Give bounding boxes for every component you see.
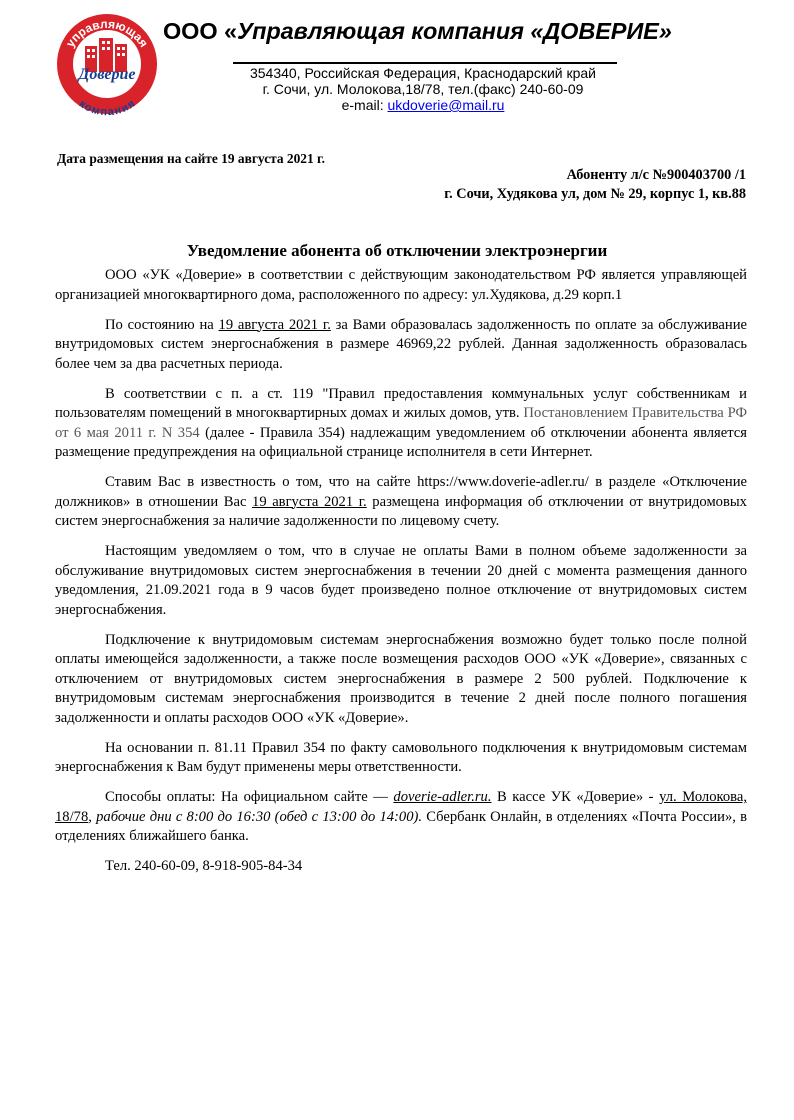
company-name: [163, 18, 672, 45]
email-link[interactable]: ukdoverie@mail.ru: [387, 97, 505, 113]
email-label: e-mail:: [341, 97, 388, 113]
address-line-1: 354340, Российская Федерация, Краснодарский край: [249, 65, 597, 81]
svg-text:управляющая: управляющая: [63, 16, 151, 50]
publish-date: Дата размещения на сайте 19 августа 2021 г.: [57, 151, 325, 166]
paragraph-2: По состоянию на 19 августа 2021 г. за Вами образовалась задолженность по оплате за обслуживание внутридомовых систем энергоснабжения в размере 46969,22 рублей. Данная задолженность образовалась более чем за два расчетных периода.: [55, 316, 747, 372]
paragraph-5: Настоящим уведомляем о том, что в случае не оплаты Вами в полном объеме задолженности за обслуживание внутридомовых систем энергоснабжения в течении 20 дней с момента размещения данного уведомления, 21.09.2021 года в 9 часов будет произведено полное отключение от внутридомовых систем энергоснабжения.: [55, 543, 747, 618]
company-title: Управляющая компания «ДОВЕРИЕ»: [236, 18, 672, 44]
subscriber-address: г. Сочи, Худякова ул, дом № 29, корпус 1, кв.88: [444, 186, 746, 202]
office-hours: рабочие дни с 8:00 до 16:30 (обед с 13:00 до 14:00).: [96, 808, 423, 825]
paragraph-8: Способы оплаты: На официальном сайте — doverie-adler.ru. В кассе УК «Доверие» - ул. Молокова, 18/78, рабочие дни с 8:00 до 16:30 (обед с 13:00 до 14:00). Сбербанк Онлайн, в отделениях «Почта России», в отделениях ближайшего банка.: [55, 789, 747, 844]
address-line-2: г. Сочи, ул. Молокова,18/78, тел.(факс) 240-60-09: [262, 81, 584, 97]
paragraph-6: Подключение к внутридомовым системам энергоснабжения возможно будет только после полной оплаты имеющейся задолженности, а также после возмещения расходов ООО «УК «Доверие», связанных с отключением от внутридомовых систем энергоснабжения в размере 2 500 рублей. Подключение к внутридомовым системам энергоснабжения производится в течение 2 дней после полного погашения задолженности и оплаты расходов ООО «УК «Доверие».: [55, 631, 747, 726]
posting-date: 19 августа 2021 г.: [252, 493, 367, 510]
header-divider: [233, 62, 617, 64]
company-logo-icon: [55, 12, 159, 116]
email-line: [168, 97, 678, 113]
paragraph-7: На основании п. 81.11 Правил 354 по факту самовольного подключения к внутридомовым системам энергоснабжения к Вам будут применены меры ответственности.: [55, 739, 747, 775]
svg-text:Доверие: Доверие: [78, 66, 136, 83]
phone-numbers: Тел. 240-60-09, 8-918-905-84-34: [105, 858, 303, 874]
paragraph-4: Ставим Вас в известность о том, что на сайте https://www.doverie-adler.ru/ в разделе «Отключение должников» в отношении Вас 19 августа 2021 г. размещена информация об отключении от внутридомовых систем энергоснабжения за наличие задолженности по лицевому счету.: [55, 474, 747, 529]
payment-site-link[interactable]: doverie-adler.ru.: [393, 789, 492, 805]
company-prefix: ООО «: [163, 18, 237, 44]
debt-date: 19 августа 2021 г.: [218, 316, 331, 333]
subscriber-account: Абоненту л/с №900403700 /1: [566, 167, 746, 183]
paragraph-1: ООО «УК «Доверие» в соответствии с действующим законодательством РФ является управляющей организацией многоквартирного дома, расположенного по адресу: ул.Худякова, д.29 корп.1: [55, 267, 747, 303]
notice-body: [55, 266, 747, 887]
svg-text:компания: компания: [76, 97, 138, 116]
paragraph-3: В соответствии с п. а ст. 119 "Правил предоставления коммунальных услуг собственникам и пользователям помещений в многоквартирных домах и жилых домов, утв. Постановлением Правительства РФ от 6 мая 2011 г. N 354 (далее - Правила 354) надлежащим уведомлением об отключении абонента является размещение предупреждения на официальной странице исполнителя в сети Интернет.: [55, 385, 748, 460]
document-title: Уведомление абонента об отключении электроэнергии: [186, 241, 608, 260]
regulation-reference: Постановлением Правительства РФ от 6 мая 2011 г. N 354: [55, 405, 748, 441]
office-address: ул. Молокова, 18/78: [55, 789, 747, 825]
